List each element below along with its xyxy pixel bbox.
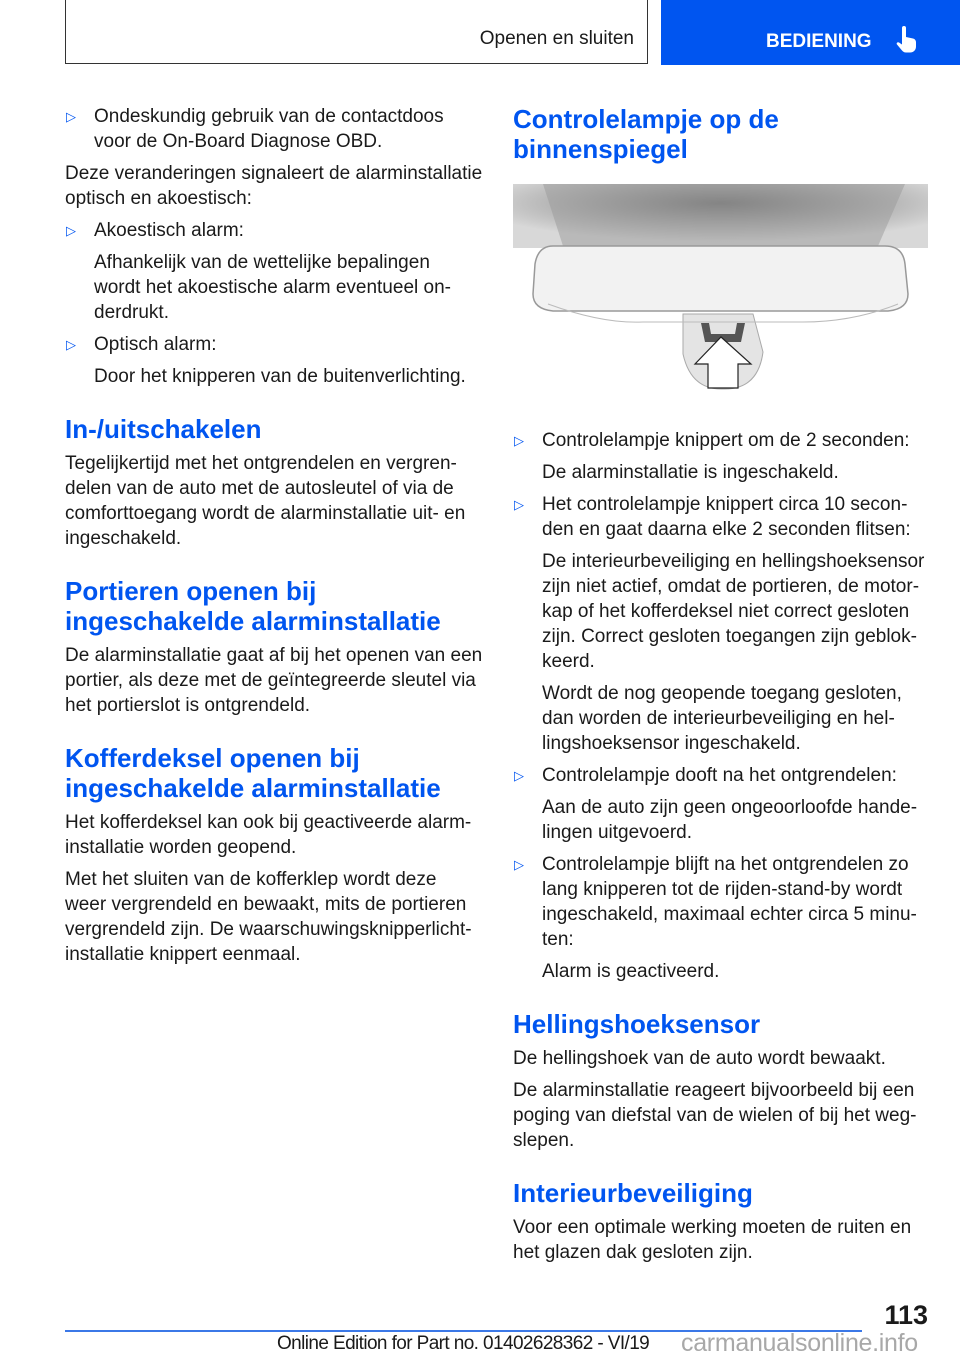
bullet-detail: [513, 460, 933, 485]
text-line: Deze veranderingen signaleert de alarminstallatie: [65, 163, 483, 184]
bullet-triangle-icon: ▷: [66, 337, 76, 352]
text-line: Akoestisch alarm:: [94, 220, 244, 241]
bullet-item: [65, 218, 485, 243]
section-heading: [65, 414, 485, 444]
text-line: Controlelampje blijft na het ontgrendelen zo: [542, 854, 909, 875]
paragraph: [65, 867, 485, 967]
text-line: Ondeskundig gebruik van de contactdoos: [94, 106, 444, 127]
text-line: De interieurbeveiliging en hellingshoeksensor: [542, 551, 925, 572]
text-line: Kofferdeksel openen bij: [65, 743, 360, 773]
text-line: Wordt de nog geopende toegang gesloten,: [542, 683, 902, 704]
bullet-item: [65, 104, 485, 154]
section-heading: [65, 743, 485, 803]
text-line: Het controlelampje knippert circa 10 secon-: [542, 494, 908, 515]
text-line: lang knipperen tot de rijden-stand-by wordt: [542, 879, 903, 900]
text-line: lingen uitgevoerd.: [542, 822, 692, 843]
text-line: In-/uitschakelen: [65, 414, 262, 444]
bullet-detail: [65, 364, 485, 389]
text-line: portier, als deze met de geïntegreerde sleutel via: [65, 670, 476, 691]
paragraph: [65, 451, 485, 551]
text-line: Controlelampje op de: [513, 104, 779, 134]
text-line: zijn niet actief, omdat de portieren, de motor-: [542, 576, 920, 597]
text-line: Afhankelijk van de wettelijke bepalingen: [94, 252, 430, 273]
bullet-item: [513, 852, 933, 952]
text-line: Controlelampje dooft na het ontgrendelen:: [542, 765, 897, 786]
page-number: 113: [884, 1300, 928, 1330]
text-line: slepen.: [513, 1130, 575, 1151]
bullet-item: [513, 428, 933, 453]
text-line: Portieren openen bij: [65, 576, 317, 606]
text-line: den en gaat daarna elke 2 seconden flitsen:: [542, 519, 911, 540]
bullet-item: [513, 763, 933, 788]
paragraph: [513, 1215, 933, 1265]
text-line: binnenspiegel: [513, 134, 688, 164]
text-line: Met het sluiten van de kofferklep wordt deze: [65, 869, 437, 890]
text-line: lingshoeksensor ingeschakeld.: [542, 733, 801, 754]
text-line: De alarminstallatie reageert bijvoorbeeld bij een: [513, 1080, 915, 1101]
bullet-detail: [513, 681, 933, 756]
bullet-triangle-icon: ▷: [514, 857, 524, 872]
left-column: [65, 104, 485, 967]
text-line: ingeschakelde alarminstallatie: [65, 606, 441, 636]
bullet-item: [513, 492, 933, 542]
text-line: ten:: [542, 929, 574, 950]
text-line: weer vergrendeld en bewaakt, mits de portieren: [65, 894, 467, 915]
text-line: comforttoegang wordt de alarminstallatie uit- en: [65, 503, 466, 524]
text-line: het glazen dak gesloten zijn.: [513, 1242, 753, 1263]
bullet-detail: [513, 549, 933, 674]
section-heading: [513, 1178, 933, 1208]
text-line: Het kofferdeksel kan ook bij geactiveerde alarm-: [65, 812, 472, 833]
paragraph: [513, 1078, 933, 1153]
text-line: Voor een optimale werking moeten de ruiten en: [513, 1217, 912, 1238]
text-line: vergrendeld zijn. De waarschuwingsknipperlicht-: [65, 919, 472, 940]
hand-pointer-icon: [895, 26, 919, 54]
text-line: De alarminstallatie is ingeschakeld.: [542, 462, 839, 483]
footer-edition: Online Edition for Part no. 01402628362 - VI/19: [277, 1333, 650, 1354]
text-line: delen van de auto met de autosleutel of via de: [65, 478, 454, 499]
paragraph: [65, 161, 485, 211]
text-line: Aan de auto zijn geen ongeoorloofde hande-: [542, 797, 918, 818]
bullet-triangle-icon: ▷: [514, 768, 524, 783]
bullet-triangle-icon: ▷: [514, 433, 524, 448]
text-line: Tegelijkertijd met het ontgrendelen en vergren-: [65, 453, 457, 474]
paragraph: [65, 810, 485, 860]
text-line: installatie worden geopend.: [65, 837, 297, 858]
chapter-title: BEDIENING: [766, 31, 872, 52]
section-heading: [513, 1009, 933, 1039]
text-line: ingeschakeld.: [65, 528, 182, 549]
text-line: kap of het kofferdeksel niet correct gesloten: [542, 601, 910, 622]
text-line: zijn. Correct gesloten toegangen zijn geblok-: [542, 626, 917, 647]
text-line: optisch en akoestisch:: [65, 188, 252, 209]
chapter-tab[interactable]: [661, 0, 960, 65]
paragraph: [65, 643, 485, 718]
section-heading: [65, 576, 485, 636]
text-line: ingeschakeld, maximaal echter circa 5 minu-: [542, 904, 917, 925]
paragraph: [513, 1046, 933, 1071]
text-line: keerd.: [542, 651, 595, 672]
text-line: Hellingshoeksensor: [513, 1009, 761, 1039]
text-line: ingeschakelde alarminstallatie: [65, 773, 441, 803]
right-column: [513, 104, 933, 1265]
bullet-detail: [513, 795, 933, 845]
text-line: wordt het akoestische alarm eventueel on-: [94, 277, 451, 298]
text-line: het portierslot is ontgrendeld.: [65, 695, 311, 716]
bullet-triangle-icon: ▷: [66, 109, 76, 124]
text-line: installatie knippert eenmaal.: [65, 944, 301, 965]
bullet-detail: [513, 959, 933, 984]
section-heading: [513, 104, 933, 164]
text-line: De hellingshoek van de auto wordt bewaakt.: [513, 1048, 886, 1069]
text-line: Optisch alarm:: [94, 334, 217, 355]
bullet-detail: [65, 250, 485, 325]
watermark[interactable]: carmanualsonline.info: [681, 1329, 918, 1357]
section-title: Openen en sluiten: [479, 28, 634, 49]
text-line: derdrukt.: [94, 302, 169, 323]
text-line: dan worden de interieurbeveiliging en hel-: [542, 708, 895, 729]
text-line: Door het knipperen van de buitenverlichting.: [94, 366, 466, 387]
header-section-box: [65, 0, 648, 64]
text-line: Alarm is geactiveerd.: [542, 961, 720, 982]
bullet-triangle-icon: ▷: [514, 497, 524, 512]
text-line: voor de On-Board Diagnose OBD.: [94, 131, 383, 152]
text-line: Controlelampje knippert om de 2 seconden:: [542, 430, 910, 451]
rearview-mirror-figure: [513, 184, 928, 390]
text-line: poging van diefstal van de wielen of bij het weg-: [513, 1105, 917, 1126]
bullet-triangle-icon: ▷: [66, 223, 76, 238]
text-line: De alarminstallatie gaat af bij het openen van een: [65, 645, 483, 666]
text-line: Interieurbeveiliging: [513, 1178, 753, 1208]
bullet-item: [65, 332, 485, 357]
